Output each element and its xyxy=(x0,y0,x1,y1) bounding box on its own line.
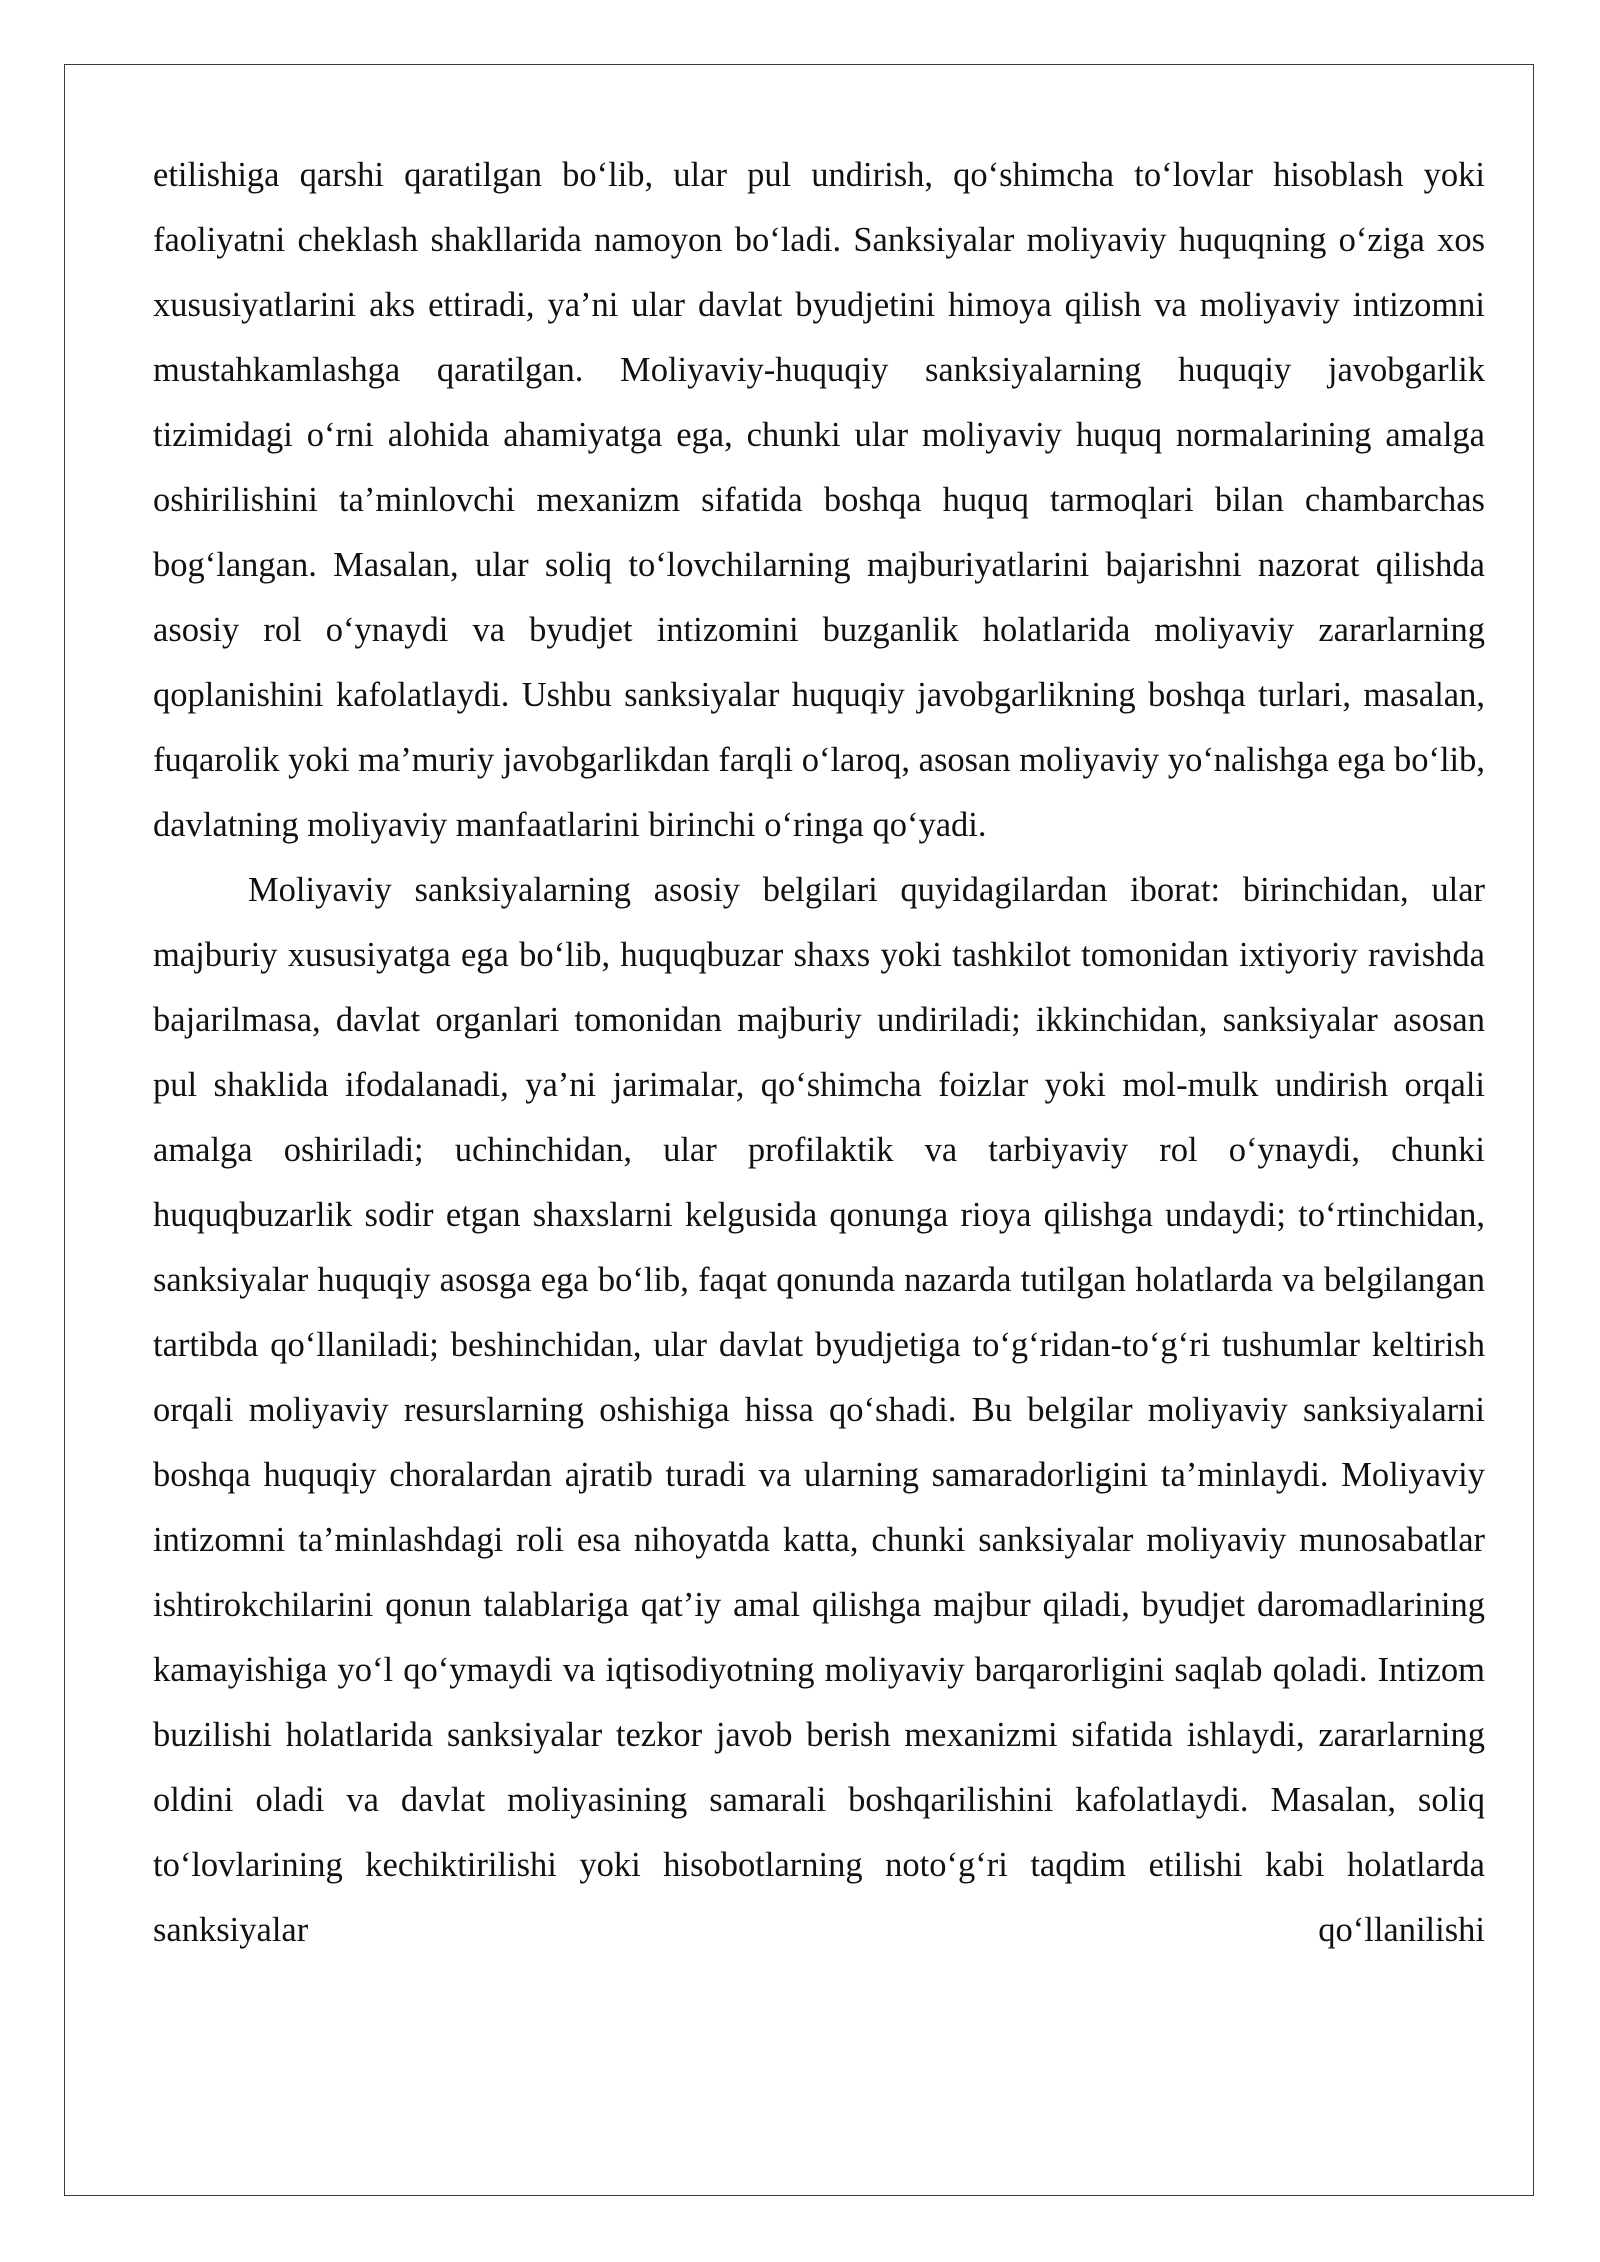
document-body xyxy=(153,143,1485,1963)
paragraph: Moliyaviy sanksiyalarning asosiy belgilari quyidagilardan iborat: birinchidan, ular majburiy xususiyatga ega bo‘lib, huquqbuzar shaxs yoki tashkilot tomonidan ixtiyoriy ravishda bajarilmasa, davlat organlari tomonidan majburiy undiriladi; ikkinchidan, sanksiyalar asosan pul shaklida ifodalanadi, ya’ni jarimalar, qo‘shimcha foizlar yoki mol-mulk undirish orqali amalga oshiriladi; uchinchidan, ular profilaktik va tarbiyaviy rol o‘ynaydi, chunki huquqbuzarlik sodir etgan shaxslarni kelgusida qonunga rioya qilishga undaydi; to‘rtinchidan, sanksiyalar huquqiy asosga ega bo‘lib, faqat qonunda nazarda tutilgan holatlarda va belgilangan tartibda qo‘llaniladi; beshinchidan, ular davlat byudjetiga to‘g‘ridan-to‘g‘ri tushumlar keltirish orqali moliyaviy resurslarning oshishiga hissa qo‘shadi. Bu belgilar moliyaviy sanksiyalarni boshqa huquqiy choralardan ajratib turadi va ularning samaradorligini ta’minlaydi. Moliyaviy intizomni ta’minlashdagi roli esa nihoyatda katta, chunki sanksiyalar moliyaviy munosabatlar ishtirokchilarini qonun talablariga qat’iy amal qilishga majbur qiladi, byudjet daromadlarining kamayishiga yo‘l qo‘ymaydi va iqtisodiyotning moliyaviy barqarorligini saqlab qoladi. Intizom buzilishi holatlarida sanksiyalar tezkor javob berish mexanizmi sifatida ishlaydi, zararlarning oldini oladi va davlat moliyasining samarali boshqarilishini kafolatlaydi. Masalan, soliq to‘lovlarining kechiktirilishi yoki hisobotlarning noto‘g‘ri taqdim etilishi kabi holatlarda sanksiyalar qo‘llanilishi xyxy=(153,871,1485,1949)
paragraph: etilishiga qarshi qaratilgan bo‘lib, ular pul undirish, qo‘shimcha to‘lovlar hisoblash yoki faoliyatni cheklash shakllarida namoyon bo‘ladi. Sanksiyalar moliyaviy huquqning o‘ziga xos xususiyatlarini aks ettiradi, ya’ni ular davlat byudjetini himoya qilish va moliyaviy intizomni mustahkamlashga qaratilgan. Moliyaviy-huquqiy sanksiyalarning huquqiy javobgarlik tizimidagi o‘rni alohida ahamiyatga ega, chunki ular moliyaviy huquq normalarining amalga oshirilishini ta’minlovchi mexanizm sifatida boshqa huquq tarmoqlari bilan chambarchas bog‘langan. Masalan, ular soliq to‘lovchilarning majburiyatlarini bajarishni nazorat qilishda asosiy rol o‘ynaydi va byudjet intizomini buzganlik holatlarida moliyaviy zararlarning qoplanishini kafolatlaydi. Ushbu sanksiyalar huquqiy javobgarlikning boshqa turlari, masalan, fuqarolik yoki ma’muriy javobgarlikdan farqli o‘laroq, asosan moliyaviy yo‘nalishga ega bo‘lib, davlatning moliyaviy manfaatlarini birinchi o‘ringa qo‘yadi. xyxy=(153,156,1485,844)
